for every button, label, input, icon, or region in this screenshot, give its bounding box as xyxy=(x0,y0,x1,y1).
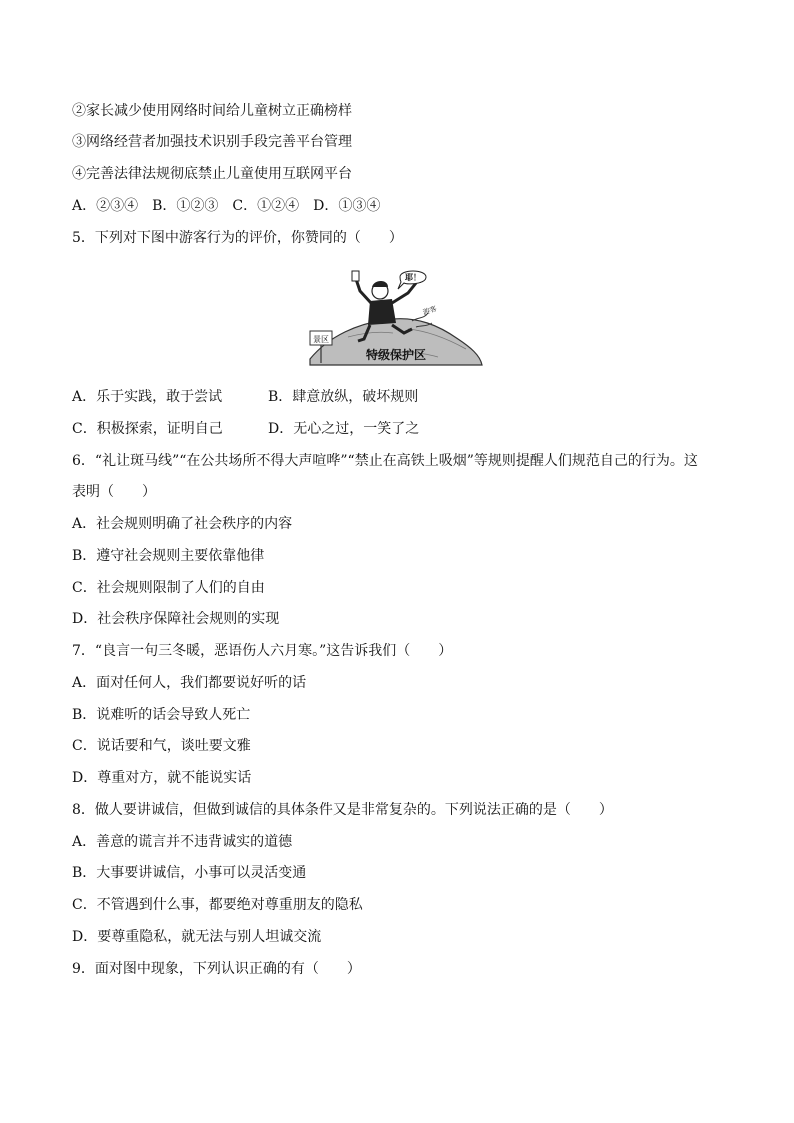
q8-stem: 8．做人要讲诚信，但做到诚信的具体条件又是非常复杂的。下列说法正确的是（ ） xyxy=(72,802,613,818)
q5-option-a[interactable]: A．乐于实践，敢于尝试 xyxy=(72,389,223,405)
q5-cartoon-svg xyxy=(308,267,484,373)
scribble-text: 游客 xyxy=(422,305,438,317)
q7-stem: 7．“良言一句三冬暖，恶语伤人六月寒。”这告诉我们（ ） xyxy=(72,643,453,659)
q6-stem-line-1: 6．“礼让斑马线”“在公共场所不得大声喧哗”“禁止在高铁上吸烟”等规则提醒人们规范自己的行为。这 xyxy=(72,453,698,469)
q6-option-d[interactable]: D．社会秩序保障社会规则的实现 xyxy=(72,611,280,627)
q5-option-d[interactable]: D．无心之过，一笑了之 xyxy=(268,421,420,437)
q4-option-b[interactable]: B．①②③ xyxy=(152,198,219,214)
rock-label: 特级保护区 xyxy=(365,348,427,362)
q5-cartoon-figure xyxy=(308,267,484,373)
q5-option-c[interactable]: C．积极探索，证明自己 xyxy=(72,421,223,437)
q7-option-a[interactable]: A．面对任何人，我们都要说好听的话 xyxy=(72,675,307,691)
speech-text: 耶！ xyxy=(405,273,421,282)
tourist-hair xyxy=(372,281,388,287)
scenic-sign-label: 景区 xyxy=(313,335,329,344)
q7-option-b[interactable]: B．说难听的话会导致人死亡 xyxy=(72,707,251,723)
q8-option-d[interactable]: D．要尊重隐私，就无法与别人坦诚交流 xyxy=(72,929,322,945)
tourist-shirt xyxy=(368,299,396,325)
statement-4: ④完善法律法规彻底禁止儿童使用互联网平台 xyxy=(72,166,352,182)
q9-stem: 9．面对图中现象，下列认识正确的有（ ） xyxy=(72,961,361,977)
q5-option-b[interactable]: B．肆意放纵，破坏规则 xyxy=(268,389,419,405)
q4-options-row xyxy=(72,196,394,216)
statement-3: ③网络经营者加强技术识别手段完善平台管理 xyxy=(72,134,352,150)
q5-options-row-1 xyxy=(72,387,418,407)
q5-stem: 5．下列对下图中游客行为的评价，你赞同的（ ） xyxy=(72,230,403,246)
q5-options-row-2 xyxy=(72,419,419,439)
q7-option-d[interactable]: D．尊重对方，就不能说实话 xyxy=(72,770,252,786)
q6-option-c[interactable]: C．社会规则限制了人们的自由 xyxy=(72,580,265,596)
q6-stem-line-2: 表明（ ） xyxy=(72,484,156,500)
tourist-left-arm xyxy=(356,279,371,303)
q6-option-a[interactable]: A．社会规则明确了社会秩序的内容 xyxy=(72,516,293,532)
q7-option-c[interactable]: C．说话要和气，谈吐要文雅 xyxy=(72,738,251,754)
q4-option-a[interactable]: A．②③④ xyxy=(72,198,139,214)
q4-option-d[interactable]: D．①③④ xyxy=(313,198,381,214)
q6-option-b[interactable]: B．遵守社会规则主要依靠他律 xyxy=(72,548,265,564)
q4-option-c[interactable]: C．①②④ xyxy=(232,198,300,214)
q8-option-b[interactable]: B．大事要讲诚信，小事可以灵活变通 xyxy=(72,865,307,881)
statement-2: ②家长减少使用网络时间给儿童树立正确榜样 xyxy=(72,103,352,119)
phone-icon xyxy=(352,271,359,281)
q8-option-a[interactable]: A．善意的谎言并不违背诚实的道德 xyxy=(72,834,293,850)
q8-option-c[interactable]: C．不管遇到什么事，都要绝对尊重朋友的隐私 xyxy=(72,897,363,913)
tourist-right-arm xyxy=(392,283,416,303)
